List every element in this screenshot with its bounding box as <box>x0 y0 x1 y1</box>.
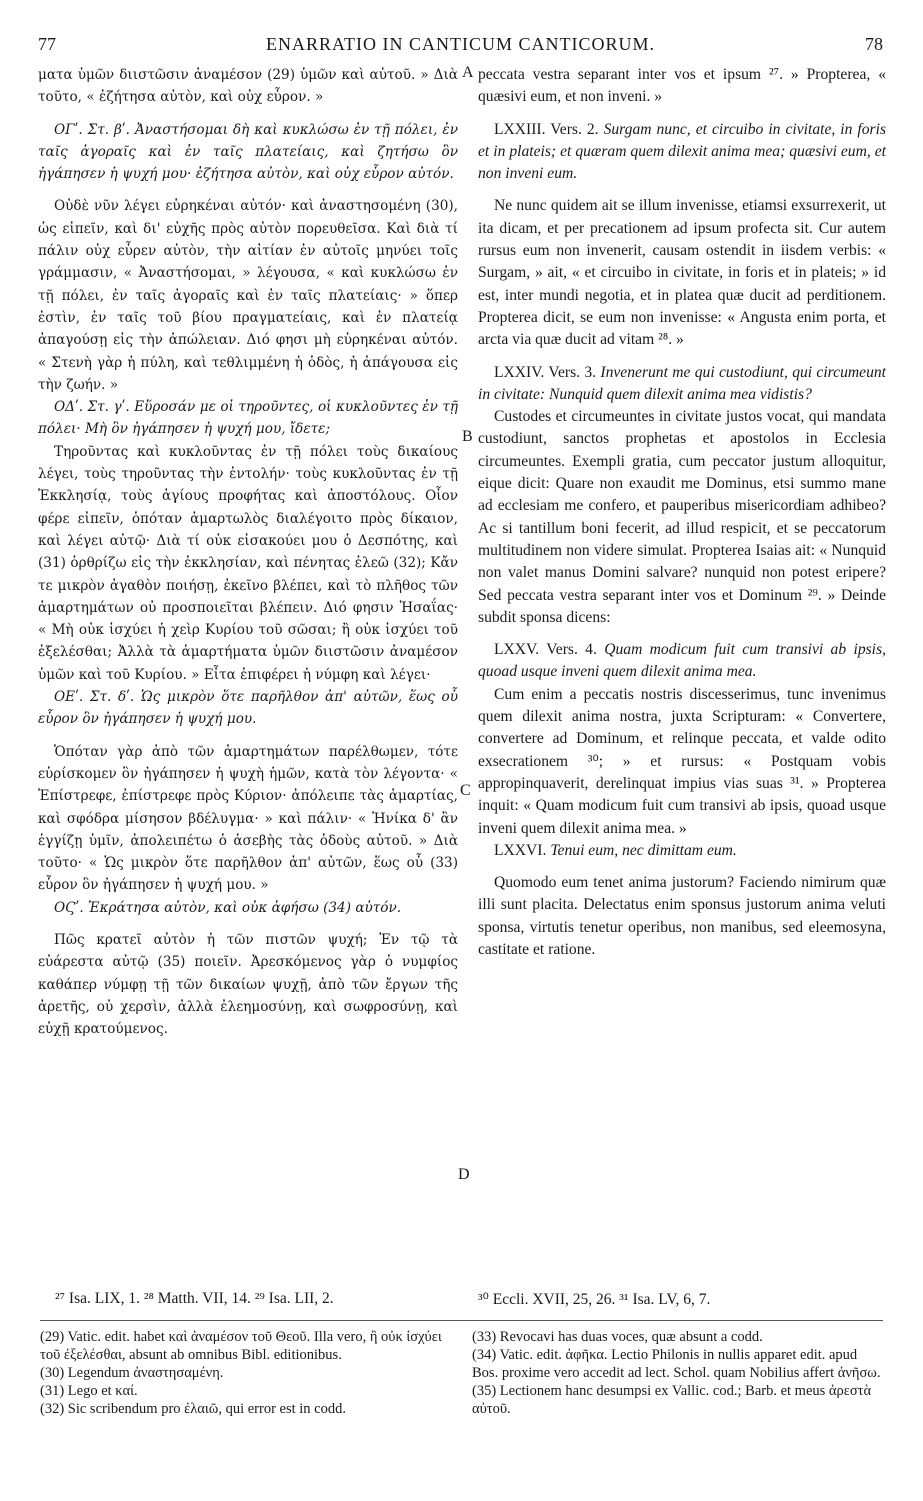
latin-column <box>478 64 886 961</box>
editor-note: (31) Lego et καί. <box>40 1383 138 1399</box>
greek-paragraph: Πῶς κρατεῖ αὐτὸν ἡ τῶν πιστῶν ψυχή; Ἐν τῷ τὰ εὐάρεστα αὐτῷ (35) ποιεῖν. Ἀρεσκόμενος γὰρ ὁ νυμφίος καθάπερ νύμφῃ τῇ τῶν δικαίων ψυχῇ, ἀπὸ τῶν ἔργων τῆς ἀρετῆς, οὐ χερσὶν, ἀλλὰ ἐλεημοσύνῃ, καὶ σωφροσύνῃ, καὶ εὐχῇ κρατούμενος. <box>38 931 458 1038</box>
latin-section-heading <box>478 362 886 407</box>
page-number-right: 78 <box>865 34 883 54</box>
latin-paragraph: Cum enim a peccatis nostris discesserimus, tunc invenimus quem dilexit anima nostra, juxta Scripturam: « Convertere, convertere ad Dominum, et relinque peccata, et valde odito exsecrationem ³⁰; » et rursus: « Postquam vobis appropinquaverit, derelinquat impius vias suas ³¹. » Propterea inquit: « Quam modicum fuit cum transivi ab ipsis, quoad usque inveni quem dilexit anima mea. » <box>478 685 886 837</box>
greek-paragraph: Ὁπόταν γὰρ ἀπὸ τῶν ἁμαρτημάτων παρέλθωμεν, τότε εὑρίσκομεν ὃν ἠγάπησεν ἡ ψυχὴ ἡμῶν, κατὰ τὸν λέγοντα· « Ἐπίστρεφε, ἐπίστρεφε πρὸς Κύριον· ἀπόλειπε τὰς ἁμαρτίας, καὶ σφόδρα μίσησον βδέλυγμα· » καὶ πάλιν· « Ἡνίκα δ' ἂν ἐγγίζῃ ὑμῖν, ἀπολειπέτω ὁ ἀσεβὴς τὰς ὁδοὺς αὐτοῦ. » Διὰ τοῦτο· « Ὡς μικρὸν ὅτε παρῆλθον ἀπ' αὐτῶν, ἕως οὗ (33) εὗρον ὃν ἠγάπησεν ἡ ψυχή μου. » <box>38 743 458 894</box>
section-verse: Quam modicum fuit cum transivi ab ipsis, quoad usque inveni quem dilexit anima mea. <box>478 641 886 681</box>
section-number: LXXV. Vers. 4. <box>494 641 597 659</box>
editor-notes-right <box>472 1328 882 1418</box>
latin-paragraph: Custodes et circumeuntes in civitate justos vocat, qui mandata custodiunt, sanctos prophetas et apostolos in Ecclesia circumeuntes. Exempli gratia, cum peccator justum alloquitur, eique dicit: Quare non exaudit me Dominus, etsi summo mane ad ecclesiam me confero, et pauperibus misericordiam adhibeo? Ac si tantillum boni fecerit, ad illud respicit, et se peccatorum multitudinem non videre simulat. Propterea Isaias ait: « Nunquid non valet manus Domini salvare? nunquid non potest eripere? Sed peccata vestra separant inter vos et Dominum ²⁹. » Deinde subdit sponsa dicens: <box>478 408 886 626</box>
latin-section-heading <box>478 840 886 862</box>
latin-paragraph: peccata vestra separant inter vos et ipsum ²⁷. » Propterea, « quæsivi eum, et non inveni. » <box>478 66 886 106</box>
section-number: LXXIV. Vers. 3. <box>494 363 597 381</box>
greek-paragraph: ματα ὑμῶν διιστῶσιν ἀναμέσον (29) ὑμῶν καὶ αὐτοῦ. » Διὰ τοῦτο, « ἐζήτησα αὐτὸν, καὶ οὐχ εὗρον. » <box>38 67 458 106</box>
scripture-references-right: ³⁰ Eccli. XVII, 25, 26. ³¹ Isa. LV, 6, 7. <box>478 1291 711 1308</box>
editor-note: (34) Vatic. edit. ἀφῆκα. Lectio Philonis in nullis apparet edit. apud Bos. proxime vero accedit ad lect. Schol. quam Nobilius affert ἀνῆσω. <box>472 1347 881 1381</box>
margin-marker-c: C <box>460 782 471 799</box>
section-verse: Surgam nunc, et circuibo in civitate, in foris et in plateis; et quæram quem dilexit anima mea; quæsivi eum, et non inveni eum. <box>478 120 886 183</box>
section-number: LXXIII. Vers. 2. <box>494 120 599 138</box>
scripture-references-left: ²⁷ Isa. LIX, 1. ²⁸ Matth. VII, 14. ²⁹ Isa. LII, 2. <box>55 1290 334 1307</box>
editor-note: (32) Sic scribendum pro ἐλαιῶ, qui error est in codd. <box>40 1401 346 1417</box>
latin-paragraph: Quomodo eum tenet anima justorum? Faciendo nimirum quæ illi sunt placita. Delectatus enim sponsus justorum anima veluti sponsa, virtutis tenetur operibus, non manibus, sed eleemosyna, castitate et ratione. <box>478 874 886 958</box>
editor-note: (30) Legendum ἀναστησαμένη. <box>40 1365 224 1381</box>
notes-divider <box>40 1320 883 1321</box>
page-header <box>38 34 883 58</box>
greek-section-heading: ΟΔʹ. Στ. γʹ. Εὕροσάν με οἱ τηροῦντες, οἱ κυκλοῦντες ἐν τῇ πόλει· Μὴ ὃν ἠγάπησεν ἡ ψυχή μου, ἴδετε; <box>38 399 458 438</box>
editor-note: (35) Lectionem hanc desumpsi ex Vallic. cod.; Barb. et meus ἀρεστὰ αὐτοῦ. <box>472 1383 872 1417</box>
greek-section-heading: ΟΓʹ. Στ. βʹ. Ἀναστήσομαι δὴ καὶ κυκλώσω ἐν τῇ πόλει, ἐν ταῖς ἀγοραῖς καὶ ἐν ταῖς πλατείαις, καὶ ζητήσω ὃν ἠγάπησεν ἡ ψυχή μου· ἐζήτησα αὐτὸν, καὶ οὐχ εὗρον αὐτόν. <box>38 121 458 183</box>
latin-section-heading <box>478 119 886 186</box>
editor-note: (33) Revocavi has duas voces, quæ absunt a codd. <box>472 1329 763 1345</box>
editor-note: (29) Vatic. edit. habet καὶ ἀναμέσον τοῦ Θεοῦ. Illa vero, ἢ οὐκ ἰσχύει τοῦ ἐξελέσθαι, absunt ab omnibus Bibl. editionibus. <box>40 1329 442 1363</box>
margin-marker-d: D <box>458 1166 470 1183</box>
running-head: ENARRATIO IN CANTICUM CANTICORUM. <box>265 34 655 54</box>
latin-paragraph: Ne nunc quidem ait se illum invenisse, etiamsi exsurrexerit, ut ita dicam, et per precationem ad ipsum profecta sit. Cur autem rursus eum non invenerit, causam ostendit in iisdem verbis: « Surgam, » ait, « et circuibo in civitate, in foris et in plateis; » id est, inter mundi negotia, et in platea quæ ducit ad perditionem. Propterea dicit, se eum non invenisse: « Angusta enim porta, et arcta via quæ ducit ad vitam ²⁸. » <box>478 197 886 349</box>
greek-paragraph: Τηροῦντας καὶ κυκλοῦντας ἐν τῇ πόλει τοὺς δικαίους λέγει, τοὺς τηροῦντας τὴν ἐντολήν· τοὺς κυκλοῦντας ἐν τῇ Ἐκκλησίᾳ, τοὺς ἁγίους προφήτας καὶ ἀποστόλους. Οἷον φέρε εἰπεῖν, ὁπόταν ἁμαρτωλὸς διαλέγοιτο πρὸς δίκαιον, καὶ λέγει αὐτῷ· Διὰ τί οὐκ εἰσακούει μου ὁ Δεσπότης, καὶ (31) ὀρθρίζω εἰς τὴν ἐκκλησίαν, καὶ πένητας ἐλεῶ (32); Κἄν τε μικρὸν ἀγαθὸν ποιήσῃ, ἐκεῖνο βλέπει, καὶ τὸ πλῆθος τῶν ἁμαρτημάτων οὐ προσποιεῖται βλέπειν. Διό φησιν Ἡσαΐας· « Μὴ οὐκ ἰσχύει ἡ χεὶρ Κυρίου τοῦ σῶσαι; ἢ οὐκ ἰσχύει τοῦ ἐξελέσθαι; Ἀλλὰ τὰ ἁμαρτήματα ὑμῶν διιστῶσιν ἀναμέσον ὑμῶν καὶ τοῦ Κυρίου. » Εἶτα ἐπιφέρει ἡ νύμφη καὶ λέγει· <box>38 443 458 683</box>
margin-marker-b: B <box>462 428 473 445</box>
greek-section-heading: ΟϚʹ. Ἐκράτησα αὐτὸν, καὶ οὐκ ἀφήσω (34) αὐτόν. <box>54 899 402 916</box>
greek-section-heading: ΟΕʹ. Στ. δʹ. Ὡς μικρὸν ὅτε παρῆλθον ἀπ' αὐτῶν, ἕως οὗ εὗρον ὃν ἠγάπησεν ἡ ψυχή μου. <box>38 689 458 728</box>
page-number-left: 77 <box>38 34 56 54</box>
greek-column <box>38 64 458 1040</box>
latin-section-heading <box>478 639 886 684</box>
editor-notes-left <box>40 1328 455 1418</box>
section-verse: Tenui eum, nec dimittam eum. <box>550 841 737 859</box>
margin-marker-a: A <box>462 64 474 81</box>
greek-paragraph: Οὐδὲ νῦν λέγει εὑρηκέναι αὐτόν· καὶ ἀναστησομένη (30), ὡς εἰπεῖν, καὶ δι' εὐχῆς πρὸς αὐτὸν πορευθεῖσα. Καὶ διὰ τί πάλιν οὐχ εὗρεν αὐτὸν, τὴν αἰτίαν ἐν αὐτοῖς μηνύει τοῖς γράμμασιν, « Ἀναστήσομαι, » λέγουσα, « καὶ κυκλώσω ἐν τῇ πόλει, ἐν ταῖς ἀγοραῖς καὶ ἐν ταῖς πλατείαις· » ὅπερ ἐστὶν, ἐν ταῖς τοῦ βίου πραγματείαις, καὶ ἐν πλατείᾳ ἀπαγούσῃ εἰς τὴν ἀπώλειαν. Διό φησι μὴ εὑρηκέναι αὐτόν. « Στενὴ γὰρ ἡ πύλη, καὶ τεθλιμμένη ἡ ὁδὸς, ἡ ἀπάγουσα εἰς τὴν ζωήν. » <box>38 198 458 393</box>
section-number: LXXVI. <box>494 841 547 859</box>
section-verse: Invenerunt me qui custodiunt, qui circumeunt in civitate: Nunquid quem dilexit anima mea vidistis? <box>478 363 887 403</box>
